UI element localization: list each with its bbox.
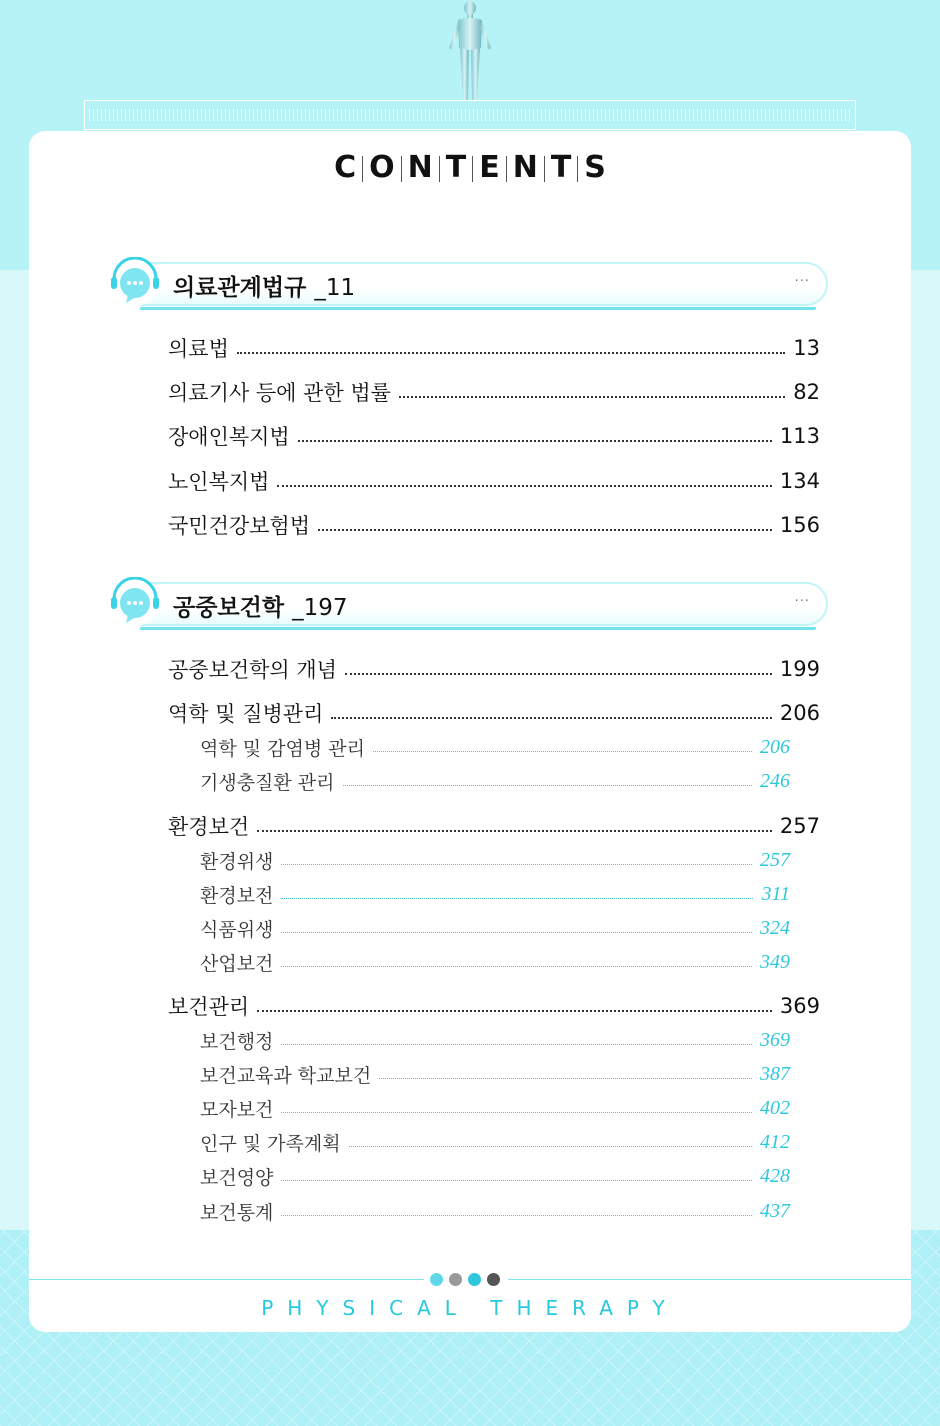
dot-leader bbox=[281, 966, 752, 967]
toc-entry-label: 장애인복지법 bbox=[168, 425, 290, 449]
toc-subentry[interactable] bbox=[200, 950, 790, 976]
toc-entry-page: 257 bbox=[779, 814, 820, 838]
footer-dot bbox=[430, 1273, 443, 1286]
section-underline bbox=[140, 627, 816, 630]
toc-entry[interactable] bbox=[168, 991, 820, 1021]
page-title bbox=[0, 150, 940, 185]
toc-subentry[interactable] bbox=[200, 1164, 790, 1190]
section-title-text: 공중보건학 bbox=[173, 595, 285, 621]
toc-entry-page: 113 bbox=[779, 424, 820, 448]
toc-subentry-page: 428 bbox=[760, 1165, 790, 1188]
dot-leader bbox=[399, 396, 785, 398]
decorative-ruler bbox=[84, 100, 856, 130]
footer-dot bbox=[449, 1273, 462, 1286]
dot-leader bbox=[257, 830, 772, 832]
toc-entry-page: 369 bbox=[779, 994, 820, 1018]
chat-bubble-icon bbox=[108, 577, 162, 631]
toc-subentry-page: 206 bbox=[760, 735, 790, 758]
dot-leader bbox=[345, 673, 772, 675]
toc-subentry-label: 환경위생 bbox=[200, 850, 274, 873]
toc-entry-label: 공중보건학의 개념 bbox=[168, 658, 337, 682]
toc-entry-label: 의료기사 등에 관한 법률 bbox=[168, 381, 391, 405]
toc-entry[interactable] bbox=[168, 510, 820, 540]
toc-subentry[interactable] bbox=[200, 768, 790, 794]
title-letter: O bbox=[369, 150, 395, 185]
toc-entry[interactable] bbox=[168, 654, 820, 684]
toc-entry-label: 국민건강보험법 bbox=[168, 514, 311, 538]
toc-subentry-label: 역학 및 감염병 관리 bbox=[200, 737, 365, 760]
toc-subentry-label: 식품위생 bbox=[200, 918, 274, 941]
section-title-text: 의료관계법규 bbox=[173, 275, 307, 301]
toc-entry[interactable] bbox=[168, 698, 820, 728]
toc-subentry-label: 모자보건 bbox=[200, 1098, 274, 1121]
toc-entry-page: 134 bbox=[779, 469, 820, 493]
dot-leader bbox=[349, 1146, 752, 1147]
toc-subentry-page: 437 bbox=[760, 1199, 790, 1222]
toc-entry-page: 199 bbox=[779, 657, 820, 681]
chat-bubble-icon bbox=[108, 257, 162, 311]
title-letter: N bbox=[512, 150, 538, 185]
toc-subentry-page: 349 bbox=[760, 951, 790, 974]
dot-leader bbox=[281, 1215, 752, 1216]
title-letter: N bbox=[407, 150, 433, 185]
human-figure-icon bbox=[440, 0, 500, 104]
toc-entry-page: 156 bbox=[779, 513, 820, 537]
dot-leader bbox=[281, 864, 752, 865]
section-underline bbox=[140, 307, 816, 310]
footer-dot bbox=[468, 1273, 481, 1286]
toc-subentry[interactable] bbox=[200, 734, 790, 760]
toc-subentry-page: 387 bbox=[760, 1062, 790, 1085]
dot-leader bbox=[318, 529, 772, 531]
dot-leader bbox=[298, 440, 772, 442]
toc-subentry[interactable] bbox=[200, 1061, 790, 1087]
section-page-number: _197 bbox=[292, 595, 348, 621]
toc-subentry-page: 402 bbox=[760, 1096, 790, 1119]
toc-subentry-label: 보건교육과 학교보건 bbox=[200, 1064, 372, 1087]
toc-subentry-label: 보건통계 bbox=[200, 1201, 274, 1224]
toc-subentry-label: 보건행정 bbox=[200, 1030, 274, 1053]
toc-subentry-page: 412 bbox=[760, 1131, 790, 1154]
toc-entry-label: 역학 및 질병관리 bbox=[168, 702, 324, 726]
title-letter: C bbox=[334, 150, 357, 185]
title-letter: E bbox=[479, 150, 500, 185]
toc-subentry[interactable] bbox=[200, 1198, 790, 1224]
toc-subentry[interactable] bbox=[200, 847, 790, 873]
more-dots-icon: ··· bbox=[794, 594, 810, 609]
dot-leader bbox=[281, 1112, 752, 1113]
toc-subentry-label: 인구 및 가족계획 bbox=[200, 1133, 341, 1156]
toc-subentry-page: 257 bbox=[760, 848, 790, 871]
footer-dots bbox=[424, 1271, 508, 1287]
toc-subentry[interactable] bbox=[200, 881, 790, 907]
toc-subentry-page: 246 bbox=[760, 769, 790, 792]
toc-subentry-page: 369 bbox=[760, 1028, 790, 1051]
toc-entry[interactable] bbox=[168, 811, 820, 841]
section-title bbox=[173, 589, 348, 622]
toc-subentry[interactable] bbox=[200, 1095, 790, 1121]
dot-leader bbox=[237, 352, 785, 354]
section-page-number: _11 bbox=[314, 275, 356, 301]
toc-entry[interactable] bbox=[168, 466, 820, 496]
toc-entry[interactable] bbox=[168, 333, 820, 363]
dot-leader bbox=[331, 717, 772, 719]
toc-subentry-label: 보건영양 bbox=[200, 1167, 274, 1190]
toc-subentry[interactable] bbox=[200, 1130, 790, 1156]
toc-subentry-label: 환경보전 bbox=[200, 884, 274, 907]
toc-subentry[interactable] bbox=[200, 1027, 790, 1053]
toc-subentry-page: 311 bbox=[761, 882, 790, 905]
title-letter: T bbox=[445, 150, 467, 185]
toc-entry[interactable] bbox=[168, 377, 820, 407]
toc-entry-page: 82 bbox=[793, 380, 820, 404]
toc-entry-label: 환경보건 bbox=[168, 815, 250, 839]
toc-subentry[interactable] bbox=[200, 915, 790, 941]
dot-leader bbox=[281, 1044, 752, 1045]
footer-dot bbox=[487, 1273, 500, 1286]
toc-entry-label: 의료법 bbox=[168, 337, 229, 361]
dot-leader bbox=[281, 1180, 752, 1181]
toc-subentry-label: 산업보건 bbox=[200, 953, 274, 976]
section-title bbox=[173, 269, 355, 302]
dot-leader bbox=[257, 1010, 772, 1012]
dot-leader bbox=[373, 751, 752, 752]
dot-leader bbox=[281, 898, 753, 899]
dot-leader bbox=[281, 932, 752, 933]
toc-entry-label: 노인복지법 bbox=[168, 470, 270, 494]
footer-text: PHYSICAL THERAPY bbox=[261, 1296, 679, 1320]
dot-leader bbox=[379, 1078, 752, 1079]
dot-leader bbox=[343, 785, 752, 786]
toc-entry-page: 13 bbox=[793, 336, 820, 360]
title-letter: T bbox=[550, 150, 572, 185]
title-letter: S bbox=[584, 150, 606, 185]
toc-subentry-label: 기생충질환 관리 bbox=[200, 771, 335, 794]
toc-entry-page: 206 bbox=[779, 701, 820, 725]
toc-entry[interactable] bbox=[168, 421, 820, 451]
toc-subentry-page: 324 bbox=[760, 916, 790, 939]
toc-entry-label: 보건관리 bbox=[168, 995, 250, 1019]
more-dots-icon: ··· bbox=[794, 274, 810, 289]
dot-leader bbox=[277, 485, 771, 487]
